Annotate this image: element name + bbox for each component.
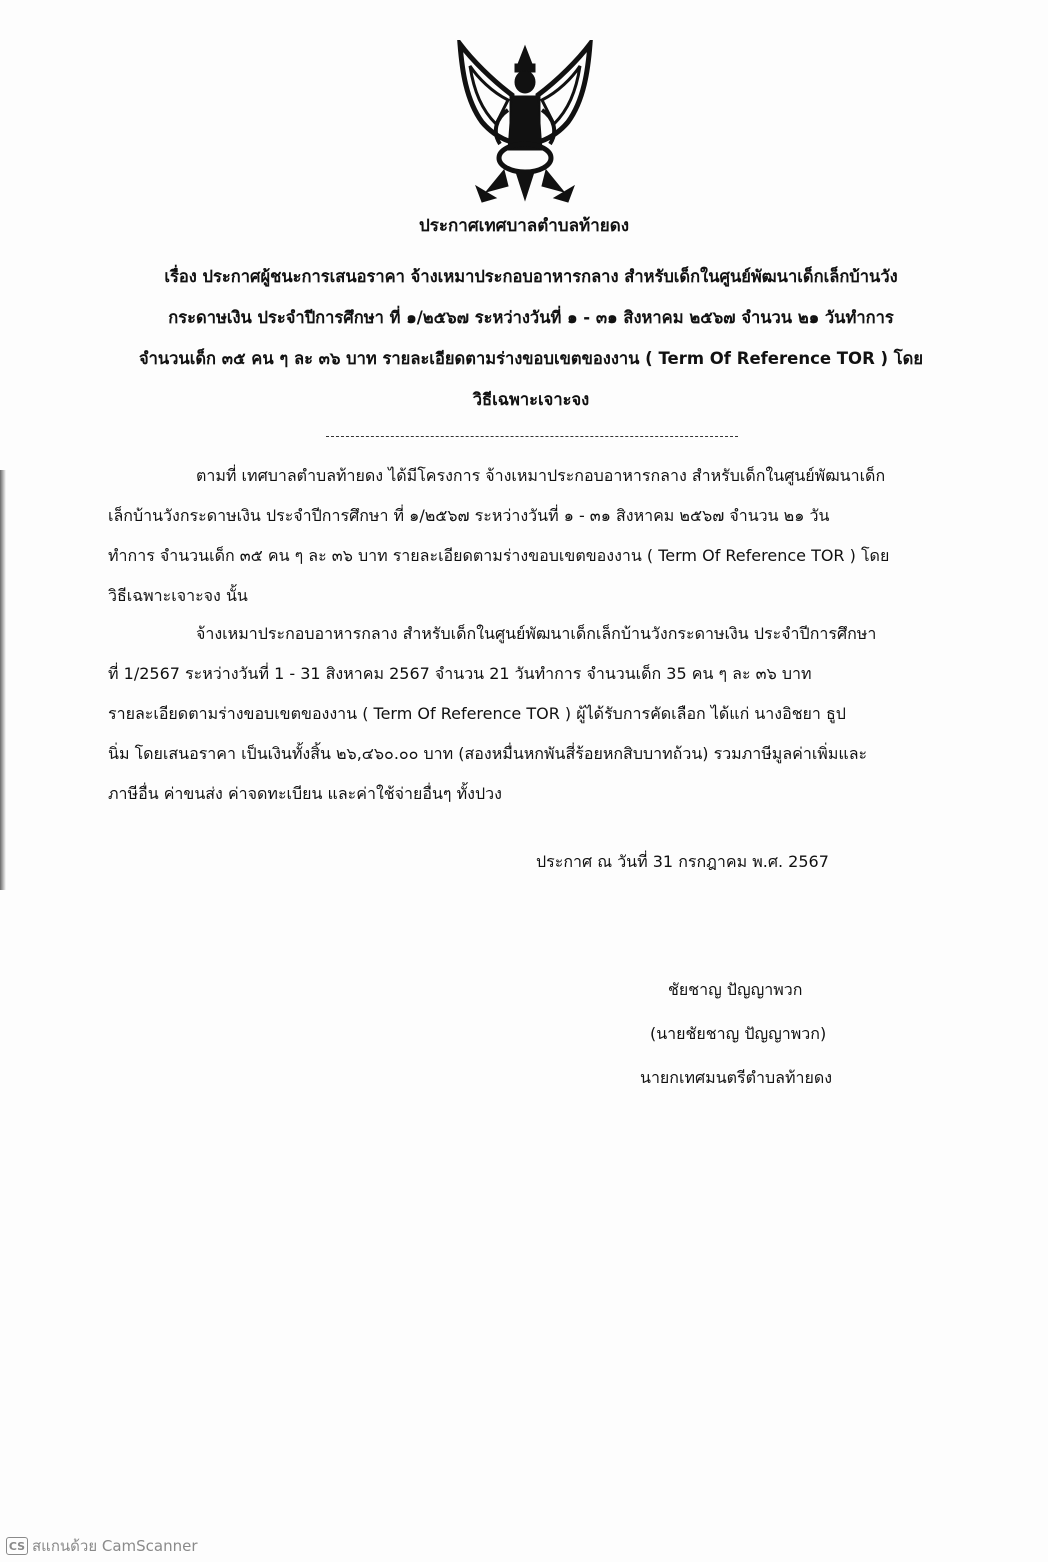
paragraph-line: ทำการ จำนวนเด็ก ๓๕ คน ๆ ละ ๓๖ บาท รายละเอียดตามร่างขอบเขตของงาน ( Term Of Reference TOR ) โดย (108, 546, 890, 565)
document-title: ประกาศเทศบาลตำบลท้ายดง (418, 216, 630, 236)
paragraph-line: จ้างเหมาประกอบอาหารกลาง สำหรับเด็กในศูนย์พัฒนาเด็กเล็กบ้านวังกระดาษเงิน ประจำปีการศึกษา (196, 624, 877, 643)
camscanner-logo-icon: CS (6, 1537, 28, 1555)
subject-line: เรื่อง ประกาศผู้ชนะการเสนอราคา จ้างเหมาประกอบอาหารกลาง สำหรับเด็กในศูนย์พัฒนาเด็กเล็กบ้านวัง (164, 267, 898, 286)
paragraph-line: ที่ 1/2567 ระหว่างวันที่ 1 - 31 สิงหาคม 2567 จำนวน 21 วันทำการ จำนวนเด็ก 35 คน ๆ ละ ๓๖ บาท (108, 664, 812, 683)
paragraph-line: วิธีเฉพาะเจาะจง นั้น (108, 586, 248, 605)
watermark-text: สแกนด้วย CamScanner (32, 1537, 198, 1555)
subject-block (108, 256, 954, 420)
scan-edge-shadow (0, 470, 6, 890)
garuda-emblem-icon (452, 40, 598, 204)
signature-block (560, 968, 930, 1100)
paragraph-line: เล็กบ้านวังกระดาษเงิน ประจำปีการศึกษา ที่ ๑/๒๕๖๗ ระหว่างวันที่ ๑ - ๓๑ สิงหาคม ๒๕๖๗ จำนวน ๒๑ วัน (108, 506, 830, 525)
paragraph-2 (108, 614, 954, 814)
signature-name: ชัยชาญ ปัญญาพวก (668, 980, 803, 999)
subject-line: กระดาษเงิน ประจำปีการศึกษา ที่ ๑/๒๕๖๗ ระหว่างวันที่ ๑ - ๓๑ สิงหาคม ๒๕๖๗ จำนวน ๒๑ วันทำการ (168, 308, 894, 327)
signatory-full-name: (นายชัยชาญ ปัญญาพวก) (650, 1024, 827, 1043)
paragraph-line: นิ่ม โดยเสนอราคา เป็นเงินทั้งสิ้น ๒๖,๔๖๐.๐๐ บาท (สองหมื่นหกพันสี่ร้อยหกสิบบาทถ้วน) รวมภาษีมูลค่าเพิ่มและ (108, 744, 868, 763)
paragraph-line: ตามที่ เทศบาลตำบลท้ายดง ได้มีโครงการ จ้างเหมาประกอบอาหารกลาง สำหรับเด็กในศูนย์พัฒนาเด็ก (196, 466, 886, 485)
paragraph-line: รายละเอียดตามร่างขอบเขตของงาน ( Term Of Reference TOR ) ผู้ได้รับการคัดเลือก ได้แก่ นางอิชยา ธูป (108, 704, 846, 723)
announcement-date: ประกาศ ณ วันที่ 31 กรกฎาคม พ.ศ. 2567 (536, 852, 829, 871)
paragraph-line: ภาษีอื่น ค่าขนส่ง ค่าจดทะเบียน และค่าใช้จ่ายอื่นๆ ทั้งปวง (108, 784, 502, 803)
section-divider (326, 436, 738, 437)
subject-line: จำนวนเด็ก ๓๕ คน ๆ ละ ๓๖ บาท รายละเอียดตามร่างขอบเขตของงาน ( Term Of Reference TOR ) โดย (138, 349, 924, 368)
paragraph-1 (108, 456, 954, 616)
signatory-position: นายกเทศมนตรีตำบลท้ายดง (640, 1068, 833, 1087)
camscanner-watermark (6, 1534, 198, 1558)
subject-line: วิธีเฉพาะเจาะจง (472, 390, 590, 409)
